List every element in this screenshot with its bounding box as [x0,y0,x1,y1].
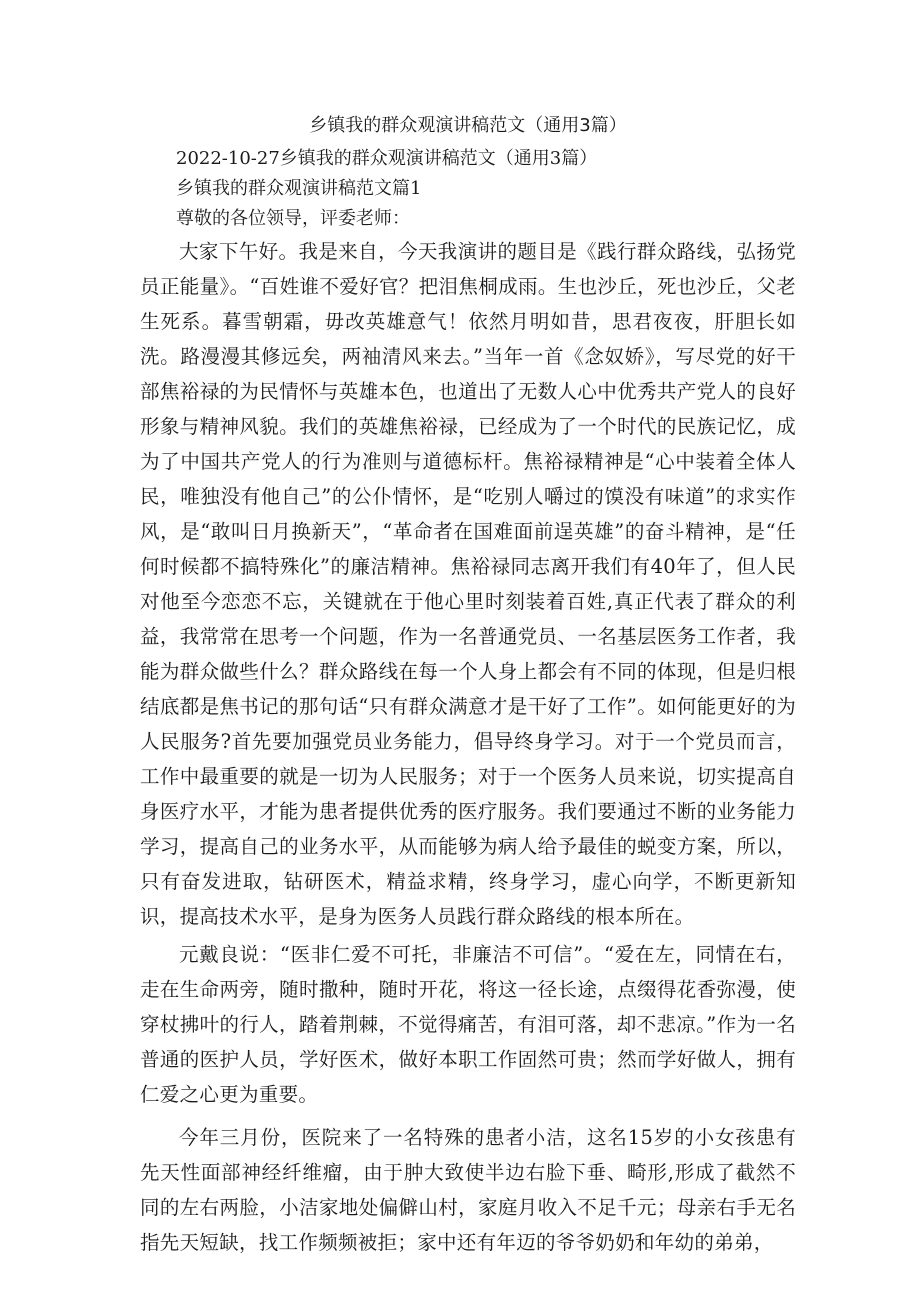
body-paragraph: 大家下午好。我是来自，今天我演讲的题目是《践行群众路线，弘扬党员正能量》。“百姓谁不爱好官？把泪焦桐成雨。生也沙丘，死也沙丘，父老生死系。暮雪朝霜，毋改英雄意气！依然月明如昔，思君夜夜，肝胆长如洗。路漫漫其修远矣，两袖清风来去。”当年一首《念奴娇》，写尽党的好干部焦裕禄的为民情怀与英雄本色，也道出了无数人心中优秀共产党人的良好形象与精神风貌。我们的英雄焦裕禄，已经成为了一个时代的民族记忆，成为了中国共产党人的行为准则与道德标杆。焦裕禄精神是“心中装着全体人民，唯独没有他自己”的公仆情怀，是“吃别人嚼过的馍没有味道”的求实作风，是“敢叫日月换新天”，“革命者在国难面前逞英雄”的奋斗精神，是“任何时候都不搞特殊化”的廉洁精神。焦裕禄同志离开我们有40年了，但人民对他至今恋恋不忘，关键就在于他心里时刻装着百姓,真正代表了群众的利益，我常常在思考一个问题，作为一名普通党员、一名基层医务工作者，我能为群众做些什么？群众路线在每一个人身上都会有不同的体现，但是归根结底都是焦书记的那句话“只有群众满意才是干好了工作”。如何能更好的为人民服务?首先要加强党员业务能力，倡导终身学习。对于一个党员而言，工作中最重要的就是一切为人民服务；对于一个医务人员来说，切实提高自身医疗水平，才能为患者提供优秀的医疗服务。我们要通过不断的业务能力学习，提高自己的业务水平，从而能够为病人给予最佳的蜕变方案，所以，只有奋发进取，钻研医术，精益求精，终身学习，虚心向学，不断更新知识，提高技术水平，是身为医务人员践行群众路线的根本所在。 [140,240,796,928]
document-title: 乡镇我的群众观演讲稿范文（通用3篇） [309,115,627,136]
salutation: 尊敬的各位领导，评委老师： [176,208,410,229]
date-line: 2022-10-27乡镇我的群众观演讲稿范文（通用3篇） [176,148,598,169]
body-paragraph: 今年三月份，医院来了一名特殊的患者小洁，这名15岁的小女孩患有先天性面部神经纤维瘤，由于肿大致使半边右脸下垂、畸形,形成了截然不同的左右两脸，小洁家地处偏僻山村，家庭月收入不足千元；母亲右手无名指先天短缺，找工作频频被拒；家中还有年迈的爷爷奶奶和年幼的弟弟， [140,1126,796,1254]
body-paragraph: 元戴良说：“医非仁爱不可托，非廉洁不可信”。“爱在左，同情在右，走在生命两旁，随时撒种，随时开花，将这一径长途，点缀得花香弥漫，使穿杖拂叶的行人，踏着荆棘，不觉得痛苦，有泪可落，却不悲凉。”作为一名普通的医护人员，学好医术，做好本职工作固然可贵；然而学好做人，拥有仁爱之心更为重要。 [140,943,796,1106]
section-title: 乡镇我的群众观演讲稿范文篇1 [176,178,422,199]
document-page [140,112,796,1260]
